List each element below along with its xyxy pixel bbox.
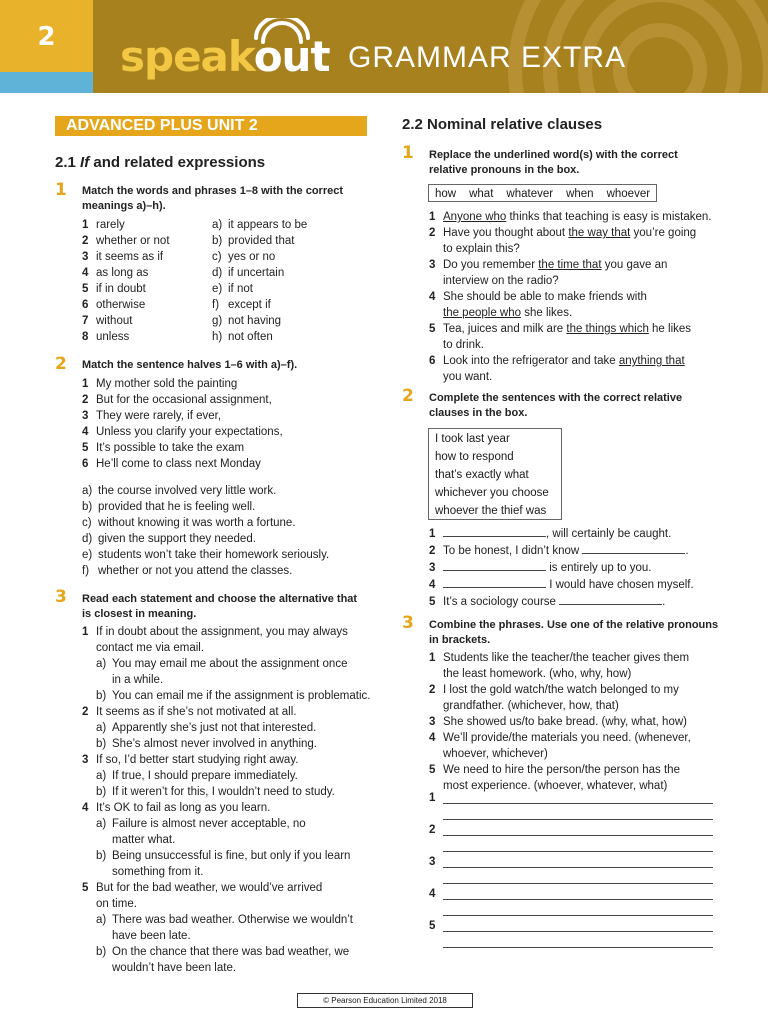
page-title: GRAMMAR EXTRA	[348, 41, 627, 74]
item-text: to drink.	[443, 339, 484, 351]
item-label: 5	[82, 442, 89, 454]
list-item	[82, 249, 170, 265]
answer-blank[interactable]	[443, 559, 546, 571]
list-item	[82, 456, 283, 472]
list-item	[82, 752, 370, 768]
answer-number: 1	[429, 792, 436, 804]
list-item	[429, 576, 694, 593]
exercise-number: 2	[55, 354, 67, 374]
list-item	[429, 730, 691, 746]
item-label: 2	[82, 235, 89, 247]
item-text: it appears to be	[228, 219, 308, 231]
exercise-number: 2	[402, 386, 414, 406]
item-label: 5	[82, 882, 89, 894]
box-word: when	[566, 188, 594, 200]
sentence-halves-list	[82, 376, 283, 472]
list-item	[82, 408, 283, 424]
item-text: wouldn’t have been late.	[112, 962, 237, 974]
item-label: 6	[82, 299, 89, 311]
word-box	[428, 184, 657, 202]
item-text: It’s possible to take the exam	[96, 442, 245, 454]
item-label: 4	[429, 579, 436, 591]
item-label: 4	[429, 291, 436, 303]
matching-list-right	[212, 217, 307, 345]
item-label: 8	[82, 331, 89, 343]
underlined-phrase: Anyone who	[443, 211, 507, 223]
list-item	[82, 515, 329, 531]
item-text: to explain this?	[443, 243, 520, 255]
item-text: Apparently she’s just not that interested.	[112, 722, 317, 734]
item-label: f)	[82, 565, 90, 577]
exercise-instruction: Match the sentence halves 1–6 with a)–f).	[82, 359, 298, 371]
box-word: what	[469, 188, 494, 200]
item-text: She showed us/to bake bread. (why, what, how)	[443, 716, 687, 728]
item-label: h)	[212, 331, 223, 343]
list-item	[82, 376, 283, 392]
item-text: you gave an	[601, 259, 668, 271]
list-item	[429, 321, 711, 337]
section-heading-2-1	[55, 154, 265, 171]
item-text: It’s OK to fail as long as you learn.	[96, 802, 271, 814]
list-item	[82, 672, 370, 688]
item-text: If it weren’t for this, I wouldn’t need to study.	[112, 786, 335, 798]
logo-signal-icon	[253, 18, 311, 44]
item-label: 3	[429, 562, 436, 574]
item-text: if in doubt	[96, 283, 146, 295]
item-text: You may email me about the assignment once	[112, 658, 348, 670]
item-text: I lost the gold watch/the watch belonged to my	[443, 684, 679, 696]
item-label: a)	[96, 914, 107, 926]
list-item	[82, 800, 370, 816]
section-title-rest: and related expressions	[89, 154, 266, 171]
answer-line[interactable]	[443, 819, 713, 820]
item-label: 1	[429, 652, 436, 664]
item-text: contact me via email.	[96, 642, 205, 654]
item-text: you’re going	[630, 227, 697, 239]
list-item	[429, 525, 694, 542]
list-item	[82, 880, 370, 896]
list-item	[212, 313, 307, 329]
item-text: Do you remember	[443, 259, 539, 271]
list-item-continuation	[429, 273, 711, 289]
list-item-continuation	[429, 241, 711, 257]
item-text: , will certainly be caught.	[546, 528, 672, 540]
underlined-phrase: the way that	[568, 227, 631, 239]
item-label: 1	[82, 378, 89, 390]
list-item	[82, 217, 170, 233]
list-item	[429, 762, 691, 778]
list-item	[82, 768, 370, 784]
item-label: d)	[212, 267, 223, 279]
exercise-number: 3	[55, 587, 67, 607]
item-text: on time.	[96, 898, 137, 910]
list-item	[212, 281, 307, 297]
answer-number: 5	[429, 920, 436, 932]
exercise-number: 1	[402, 143, 414, 163]
list-item	[429, 209, 711, 225]
item-label: a)	[212, 219, 223, 231]
item-label: 5	[429, 323, 436, 335]
exercise-instruction: Complete the sentences with the correct relative clauses in the box.	[429, 392, 683, 419]
replace-items-list	[429, 209, 711, 385]
list-item	[82, 483, 329, 499]
list-item	[212, 297, 307, 313]
item-label: f)	[212, 299, 220, 311]
item-text: as long as	[96, 267, 149, 279]
list-item-continuation	[429, 337, 711, 353]
item-text: interview on the radio?	[443, 275, 559, 287]
answer-line[interactable]	[443, 899, 713, 900]
item-text: There was bad weather. Otherwise we wouldn’t	[112, 914, 353, 926]
exercise-instruction: Combine the phrases. Use one of the relative pronouns in brackets.	[429, 619, 719, 646]
combine-items-list	[429, 650, 691, 794]
item-label: 1	[429, 528, 436, 540]
answer-line[interactable]	[443, 883, 713, 884]
list-item	[82, 547, 329, 563]
item-label: d)	[82, 533, 93, 545]
item-label: g)	[212, 315, 223, 327]
item-text: otherwise	[96, 299, 146, 311]
item-label: 4	[82, 267, 89, 279]
answer-blank[interactable]	[443, 576, 546, 588]
item-text: most experience. (whoever, whatever, what)	[443, 780, 668, 792]
item-label: b)	[96, 850, 107, 862]
list-item	[429, 682, 691, 698]
list-item	[82, 640, 370, 656]
item-text: Failure is almost never acceptable, no	[112, 818, 306, 830]
item-text: Tea, juices and milk are	[443, 323, 567, 335]
box-clause: I took last year	[435, 433, 510, 445]
list-item	[429, 746, 691, 762]
item-label: 3	[82, 754, 89, 766]
list-item	[212, 329, 307, 345]
list-item	[82, 720, 370, 736]
item-text: if not	[228, 283, 253, 295]
item-text: except if	[228, 299, 271, 311]
item-text: without knowing it was worth a fortune.	[98, 517, 296, 529]
item-text: It’s a sociology course	[443, 596, 560, 608]
item-text: She’s almost never involved in anything.	[112, 738, 317, 750]
answer-number: 3	[429, 856, 436, 868]
underlined-phrase: the time that	[538, 259, 602, 271]
matching-list-left	[82, 217, 170, 345]
item-text: My mother sold the painting	[96, 378, 238, 390]
item-label: e)	[82, 549, 93, 561]
list-item	[82, 265, 170, 281]
item-text: On the chance that there was bad weather, we	[112, 946, 350, 958]
item-text: He’ll come to class next Monday	[96, 458, 261, 470]
item-text: Look into the refrigerator and take	[443, 355, 619, 367]
box-clause: how to respond	[435, 451, 514, 463]
item-text: is entirely up to you.	[546, 562, 652, 574]
item-text: But for the bad weather, we would’ve arrived	[96, 882, 323, 894]
list-item	[82, 928, 370, 944]
item-text: whether or not	[96, 235, 170, 247]
unit-number: 2	[37, 22, 56, 52]
list-item	[82, 313, 170, 329]
list-item	[429, 650, 691, 666]
copyright-footer: © Pearson Education Limited 2018	[297, 993, 473, 1008]
item-label: 4	[82, 426, 89, 438]
list-item	[82, 656, 370, 672]
item-text: provided that	[228, 235, 295, 247]
item-label: 3	[82, 410, 89, 422]
list-item	[212, 233, 307, 249]
list-item	[429, 714, 691, 730]
list-item	[82, 329, 170, 345]
item-label: 1	[82, 219, 89, 231]
item-text: whoever, whichever)	[443, 748, 548, 760]
item-label: 2	[429, 227, 436, 239]
item-text: We need to hire the person/the person has the	[443, 764, 680, 776]
item-label: 6	[429, 355, 436, 367]
item-text: Unless you clarify your expectations,	[96, 426, 283, 438]
item-label: a)	[96, 722, 107, 734]
item-text: She should be able to make friends with	[443, 291, 647, 303]
item-text: matter what.	[112, 834, 176, 846]
item-text: rarely	[96, 219, 125, 231]
item-text: have been late.	[112, 930, 191, 942]
item-text: Being unsuccessful is fine, but only if you learn	[112, 850, 351, 862]
section-title-if: If	[80, 154, 90, 171]
item-label: b)	[96, 786, 107, 798]
item-text: To be honest, I didn’t know	[443, 545, 583, 557]
item-text: she likes.	[521, 307, 573, 319]
statements-list	[82, 624, 370, 976]
list-item	[82, 816, 370, 832]
item-label: a)	[96, 818, 107, 830]
item-text: yes or no	[228, 251, 276, 263]
item-label: 7	[82, 315, 89, 327]
item-label: 5	[429, 764, 436, 776]
item-text: the least homework. (who, why, how)	[443, 668, 632, 680]
item-text: You can email me if the assignment is problematic.	[112, 690, 371, 702]
item-label: c)	[212, 251, 222, 263]
item-text: without	[96, 315, 133, 327]
list-item	[82, 896, 370, 912]
item-text: students won’t take their homework seriously.	[98, 549, 330, 561]
unit-bar: ADVANCED PLUS UNIT 2	[55, 116, 367, 136]
item-text: not often	[228, 331, 273, 343]
list-item	[82, 281, 170, 297]
item-label: 2	[82, 706, 89, 718]
item-text: thinks that teaching is easy is mistaken.	[506, 211, 712, 223]
item-text: if uncertain	[228, 267, 285, 279]
item-label: b)	[212, 235, 223, 247]
item-label: a)	[96, 658, 107, 670]
list-item	[212, 217, 307, 233]
box-clause: that’s exactly what	[435, 469, 529, 481]
list-item	[82, 688, 370, 704]
item-label: 3	[429, 259, 436, 271]
underlined-phrase: the things which	[566, 323, 649, 335]
list-item	[82, 832, 370, 848]
unit-tab-accent	[0, 72, 93, 93]
item-text: you want.	[443, 371, 493, 383]
item-text: provided that he is feeling well.	[98, 501, 256, 513]
list-item	[82, 736, 370, 752]
item-label: e)	[212, 283, 223, 295]
exercise-number: 3	[402, 613, 414, 633]
item-label: 2	[82, 394, 89, 406]
item-label: 2	[429, 684, 436, 696]
list-item	[82, 944, 370, 960]
list-item	[82, 297, 170, 313]
box-word: whoever	[606, 188, 651, 200]
item-label: 1	[82, 626, 89, 638]
item-text: in a while.	[112, 674, 164, 686]
item-label: a)	[96, 770, 107, 782]
underlined-phrase: the people who	[443, 307, 522, 319]
section-number: 2.1	[55, 154, 76, 171]
list-item	[429, 698, 691, 714]
underlined-phrase: anything that	[618, 355, 685, 367]
exercise-number: 1	[55, 180, 67, 200]
item-text: .	[662, 596, 666, 608]
item-text: not having	[228, 315, 282, 327]
list-item	[82, 424, 283, 440]
item-label: b)	[82, 501, 93, 513]
answer-line[interactable]	[443, 931, 713, 932]
item-text: he likes	[648, 323, 692, 335]
item-text: grandfather. (whichever, how, that)	[443, 700, 619, 712]
box-clause: whoever the thief was	[435, 505, 547, 517]
answer-line[interactable]	[443, 851, 713, 852]
item-text: We’ll provide/the materials you need. (whenever,	[443, 732, 691, 744]
list-item	[429, 593, 694, 610]
answer-blank[interactable]	[443, 525, 546, 537]
answer-line[interactable]	[443, 947, 713, 948]
list-item	[429, 666, 691, 682]
exercise-instruction: Read each statement and choose the alternative that is closest in meaning.	[82, 593, 358, 620]
item-label: b)	[96, 738, 107, 750]
item-label: 6	[82, 458, 89, 470]
answer-blank[interactable]	[582, 542, 685, 554]
item-text: I would have chosen myself.	[546, 579, 694, 591]
item-text: If in doubt about the assignment, you may always	[96, 626, 348, 638]
list-item	[82, 704, 370, 720]
item-label: 2	[429, 545, 436, 557]
list-item	[212, 249, 307, 265]
answer-line[interactable]	[443, 803, 713, 804]
item-text: Students like the teacher/the teacher gives them	[443, 652, 690, 664]
answer-lines	[429, 790, 719, 960]
list-item	[429, 559, 694, 576]
logo-speak: speak	[120, 32, 254, 81]
answer-number: 4	[429, 888, 436, 900]
item-label: a)	[82, 485, 93, 497]
list-item	[212, 265, 307, 281]
item-label: 4	[429, 732, 436, 744]
list-item	[82, 864, 370, 880]
list-item	[429, 225, 711, 241]
item-label: 3	[429, 716, 436, 728]
box-clause: whichever you choose	[435, 487, 549, 499]
section-heading-2-2: 2.2 Nominal relative clauses	[402, 116, 603, 133]
item-text: given the support they needed.	[98, 533, 256, 545]
list-item	[429, 289, 711, 305]
list-item	[82, 784, 370, 800]
completion-items-list	[429, 525, 694, 610]
box-word: how	[435, 188, 457, 200]
item-label: 5	[429, 596, 436, 608]
box-word: whatever	[506, 188, 554, 200]
item-text: If true, I should prepare immediately.	[112, 770, 298, 782]
answer-line[interactable]	[443, 867, 713, 868]
list-item	[82, 960, 370, 976]
item-text: unless	[96, 331, 130, 343]
answer-line[interactable]	[443, 915, 713, 916]
exercise-instruction: Match the words and phrases 1–8 with the correct meanings a)–h).	[82, 185, 344, 212]
list-item	[82, 563, 329, 579]
exercise-instruction: Replace the underlined word(s) with the correct relative pronouns in the box.	[429, 149, 678, 176]
sentence-endings-list	[82, 483, 329, 579]
answer-line[interactable]	[443, 835, 713, 836]
list-item	[82, 912, 370, 928]
item-text: If so, I’d better start studying right away.	[96, 754, 299, 766]
answer-blank[interactable]	[559, 593, 662, 605]
item-text: It seems as if she’s not motivated at all.	[96, 706, 297, 718]
item-label: 4	[82, 802, 89, 814]
item-text: They were rarely, if ever,	[96, 410, 222, 422]
answer-number: 2	[429, 824, 436, 836]
list-item	[429, 542, 694, 559]
item-text: Have you thought about	[443, 227, 569, 239]
item-text: something from it.	[112, 866, 204, 878]
list-item	[82, 392, 283, 408]
list-item	[82, 531, 329, 547]
item-text: whether or not you attend the classes.	[98, 565, 293, 577]
list-item	[82, 440, 283, 456]
item-text: it seems as if	[96, 251, 164, 263]
item-label: 5	[82, 283, 89, 295]
list-item	[429, 353, 711, 369]
list-item	[82, 848, 370, 864]
list-item	[82, 233, 170, 249]
list-item-continuation	[429, 305, 711, 321]
list-item	[429, 257, 711, 273]
item-label: 3	[82, 251, 89, 263]
item-text: the course involved very little work.	[98, 485, 277, 497]
item-label: b)	[96, 690, 107, 702]
item-label: c)	[82, 517, 92, 529]
item-label: b)	[96, 946, 107, 958]
item-text: .	[685, 545, 689, 557]
list-item	[82, 624, 370, 640]
logo-out: out	[253, 32, 330, 81]
list-item-continuation	[429, 369, 711, 385]
item-text: But for the occasional assignment,	[96, 394, 272, 406]
clause-box	[428, 428, 562, 520]
item-label: 1	[429, 211, 436, 223]
list-item	[82, 499, 329, 515]
